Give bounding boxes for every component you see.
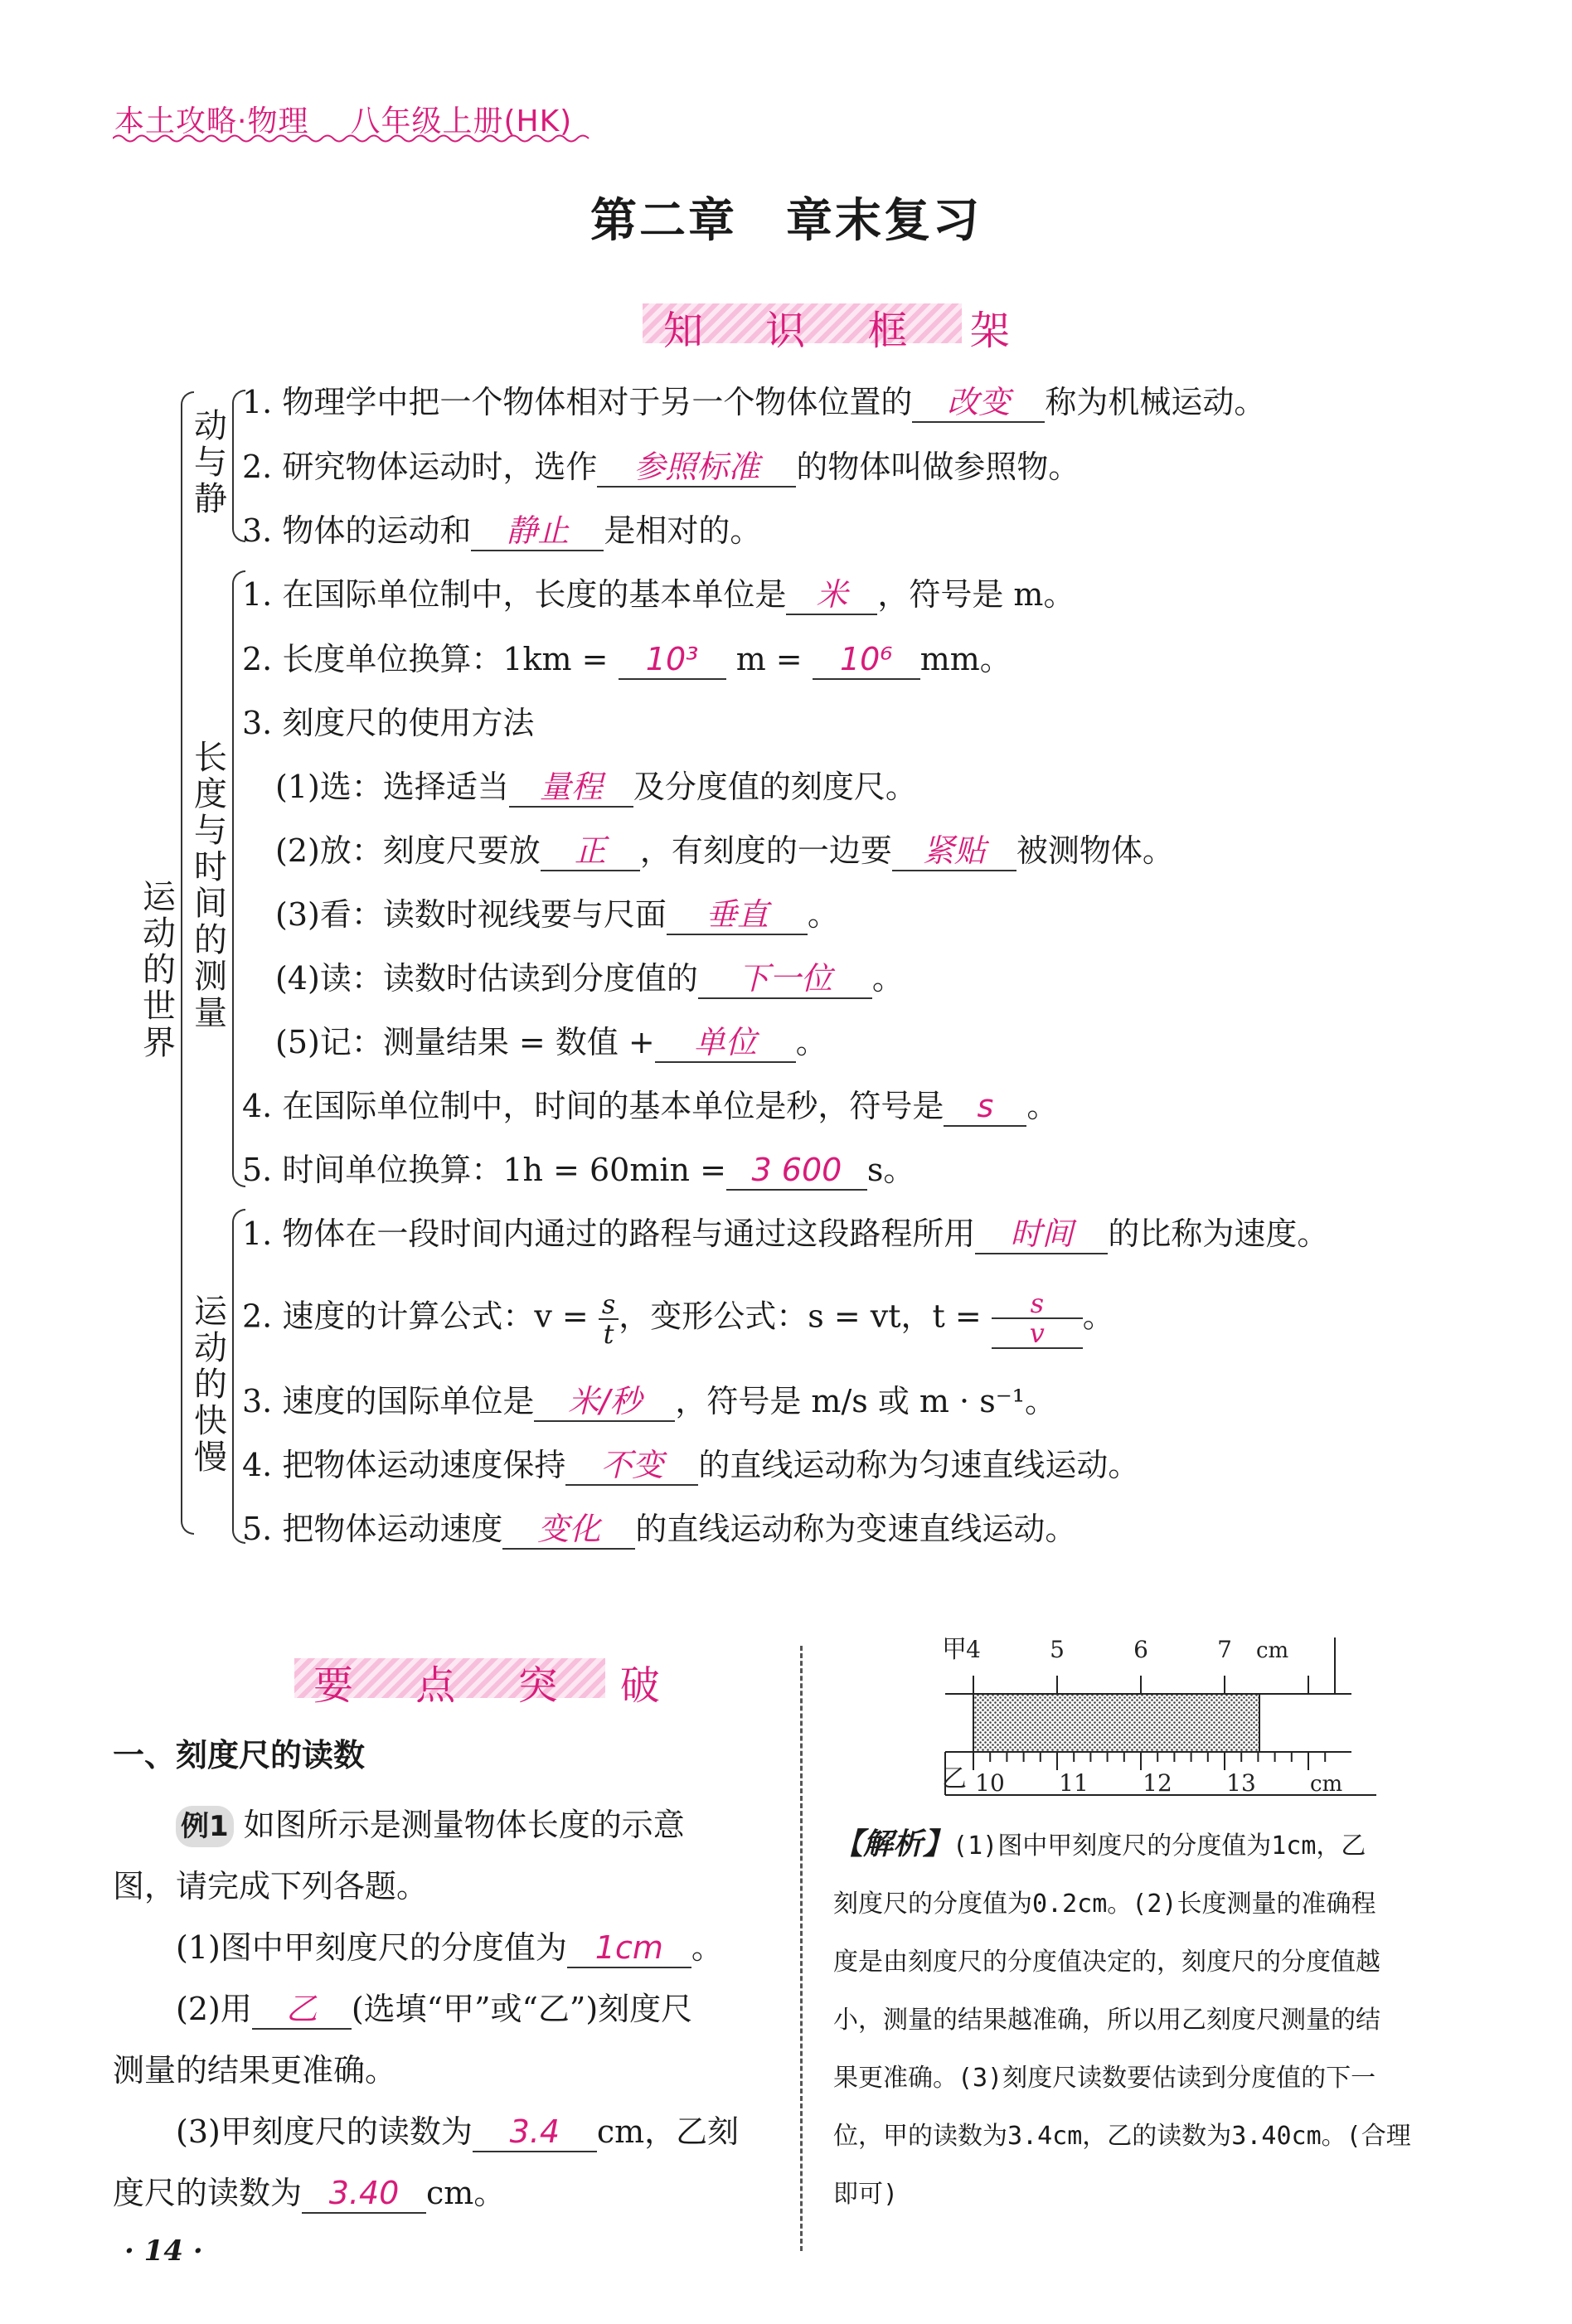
g2-line6: (3)看：读数时视线要与尺面 垂直 。 (275, 894, 839, 935)
g3-line3: 3. 速度的国际单位是 米/秒 ，符号是 m/s 或 m · s⁻¹。 (242, 1380, 1056, 1422)
answer-blank: 10³ (619, 640, 726, 680)
example-q2: (2)用 乙 (选填“甲”或“乙”)刻度尺 (176, 1988, 692, 2030)
g3-line4: 4. 把物体运动速度保持 不变 的直线运动称为匀速直线运动。 (242, 1444, 1139, 1486)
ruler-b-tick-label-12: 12 (1143, 1769, 1172, 1797)
book-series: 本土攻略·物理 (114, 104, 309, 138)
analysis-line: 即可) (833, 2180, 899, 2209)
section1-title: 一、刻度尺的读数 (113, 1737, 366, 1773)
g3-line5: 5. 把物体运动速度 变化 的直线运动称为变速直线运动。 (242, 1508, 1076, 1550)
g3-line2: 2. 速度的计算公式：v = $\frac{s}{t}$，变形公式：s = vt，t = $\frac{s}{v}$。 (242, 1288, 1114, 1350)
answer-blank: s (944, 1087, 1026, 1127)
answer-blank: 不变 (565, 1446, 698, 1486)
ruler-a-tick-group (973, 1676, 1308, 1694)
analysis-line: 刻度尺的分度值为0.2cm。(2)长度测量的准确程 (833, 1890, 1376, 1919)
ruler-b-tick-label-11: 11 (1059, 1769, 1089, 1797)
speed-formula-fraction: $\frac{s}{t}$ (599, 1290, 619, 1348)
answer-blank: 3 600 (726, 1151, 867, 1191)
book-grade: 八年级上册(HK) (350, 104, 573, 138)
answer-blank: 变化 (502, 1510, 635, 1550)
g2-line4: (1)选：选择适当 量程 及分度值的刻度尺。 (275, 766, 917, 808)
header-wavy-underline (113, 133, 594, 144)
group3-brace (232, 1209, 245, 1544)
answer-blank: 时间 (975, 1215, 1108, 1254)
answer-blank: 10⁶ (813, 640, 920, 680)
chapter-title: 第二章 章末复习 (590, 193, 982, 248)
example-q3: (3)甲刻度尺的读数为 3.4 cm，乙刻 (176, 2111, 739, 2152)
ruler-a-tick-label-5: 5 (1050, 1636, 1065, 1663)
analysis-tag: 【解析】 (833, 1827, 953, 1861)
ruler-b-tick-label-13: 13 (1226, 1769, 1256, 1797)
answer-blank: 3.4 (473, 2113, 597, 2152)
g2-line10: 5. 时间单位换算：1h = 60min = 3 600 s。 (242, 1149, 915, 1191)
example-intro-2: 图，请完成下列各题。 (113, 1868, 429, 1904)
analysis-block (833, 1816, 1513, 2224)
measured-object (973, 1694, 1259, 1752)
analysis-line: 度是由刻度尺的分度值决定的，刻度尺的分度值越 (833, 1948, 1380, 1977)
g2-line7: (4)读：读数时估读到分度值的 下一位 。 (275, 958, 904, 999)
answer-blank: 3.40 (302, 2174, 426, 2214)
example-q2-cont: 测量的结果更准确。 (113, 2052, 397, 2089)
answer-blank: 垂直 (667, 895, 808, 935)
analysis-line: 位，甲的读数为3.4cm，乙的读数为3.40cm。(合理 (833, 2122, 1411, 2151)
g2-line3: 3. 刻度尺的使用方法 (242, 705, 535, 741)
ruler-b-label: 乙 (942, 1764, 967, 1793)
analysis-line: 【解析】(1)图中甲刻度尺的分度值为1cm，乙 (833, 1827, 1366, 1861)
answer-blank: 改变 (912, 383, 1045, 423)
analysis-line: 果更准确。(3)刻度尺读数要估读到分度值的下一 (833, 2064, 1376, 2093)
g2-line8: (5)记：测量结果 = 数值 + 单位 。 (275, 1021, 827, 1063)
answer-fraction: $\frac{s}{v}$ (992, 1289, 1083, 1349)
ruler-a-tick-label-7: 7 (1217, 1636, 1232, 1663)
example-intro: 例1 如图所示是测量物体长度的示意 (176, 1804, 685, 1847)
root-label: 运动的世界 (143, 878, 176, 1062)
ruler-a-tick-label-6: 6 (1133, 1636, 1148, 1663)
example-tag: 例1 (176, 1806, 234, 1847)
answer-blank: 参照标准 (597, 448, 796, 488)
g2-line9: 4. 在国际单位制中，时间的基本单位是秒，符号是 s 。 (242, 1085, 1058, 1127)
answer-blank: 1cm (567, 1929, 691, 1968)
page-number: · 14 · (124, 2234, 203, 2268)
answer-blank: 正 (541, 832, 640, 871)
g3-line1: 1. 物体在一段时间内通过的路程与通过这段路程所用 时间 的比称为速度。 (242, 1213, 1328, 1254)
g1-line1: 1. 物理学中把一个物体相对于另一个物体位置的 改变 称为机械运动。 (242, 381, 1265, 423)
answer-blank: 米/秒 (534, 1382, 675, 1422)
answer-blank: 下一位 (698, 959, 872, 999)
analysis-line: 小，测量的结果越准确，所以用乙刻度尺测量的结 (833, 2006, 1380, 2035)
g1-line2: 2. 研究物体运动时，选作 参照标准 的物体叫做参照物。 (242, 446, 1080, 488)
ruler-figure (937, 1629, 1385, 1799)
g1-line3: 3. 物体的运动和 静止 是相对的。 (242, 510, 761, 551)
ruler-b-unit: cm (1310, 1772, 1343, 1797)
g2-line2: 2. 长度单位换算：1km = 10³ m = 10⁶ mm。 (242, 638, 1012, 680)
ruler-a-tick-label-4: 4 (966, 1636, 981, 1663)
keypoints-title: 要 点 突 破 (313, 1662, 685, 1709)
ruler-a-unit: cm (1256, 1638, 1289, 1663)
group1-label: 动与静 (194, 407, 227, 518)
group3-label: 运动的快慢 (194, 1293, 227, 1477)
answer-blank: 单位 (655, 1023, 796, 1063)
answer-blank: 米 (786, 575, 877, 615)
answer-blank: 乙 (252, 1990, 352, 2030)
g2-line5: (2)放：刻度尺要放 正 ，有刻度的一边要 紧贴 被测物体。 (275, 830, 1174, 871)
ruler-b-tick-label-10: 10 (975, 1769, 1005, 1797)
framework-title: 知 识 框 架 (663, 308, 1035, 354)
ruler-a-label: 甲 (942, 1635, 967, 1664)
answer-blank: 紧贴 (892, 832, 1016, 871)
example-q1: (1)图中甲刻度尺的分度值为 1cm 。 (176, 1927, 723, 1968)
group2-label: 长度与时间的测量 (194, 739, 227, 1032)
ruler-b-tick-group (973, 1752, 1325, 1770)
g2-line1: 1. 在国际单位制中，长度的基本单位是 米 ，符号是 m。 (242, 574, 1075, 615)
example-q3-cont: 度尺的读数为 3.40 cm。 (113, 2172, 505, 2214)
column-divider (800, 1646, 803, 2251)
answer-blank: 量程 (509, 768, 633, 808)
answer-blank: 静止 (471, 512, 604, 551)
